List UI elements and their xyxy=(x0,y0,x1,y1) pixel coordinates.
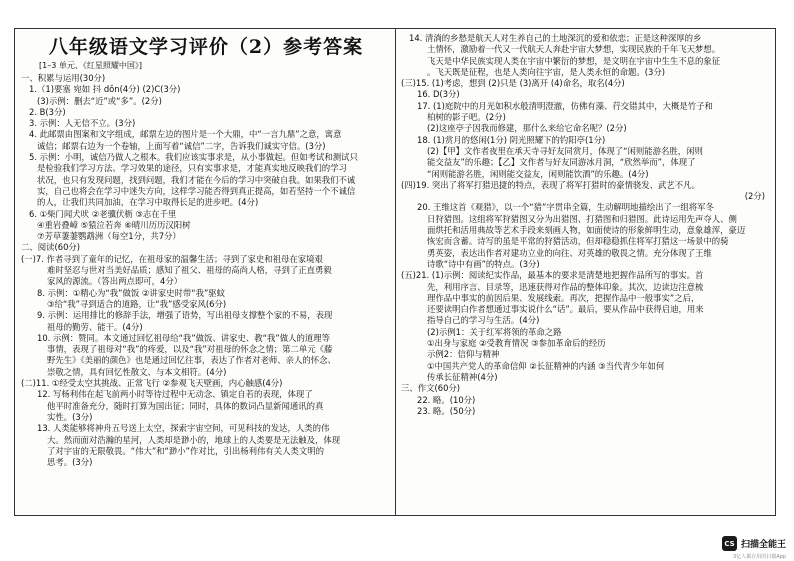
camscanner-logo-icon: CS xyxy=(722,536,737,551)
answer-line: “闲则能游名胜，闲则能交益友，闲则能饮酒”的乐趣。(4分) xyxy=(427,168,649,179)
answer-line: 飞天是中华民族实现人类在宇宙中繁衍的梦想，是文明在宇宙中生生不息的象征 xyxy=(427,55,721,66)
right-answers xyxy=(401,33,771,417)
answer-line: 能交益友”的乐趣；【乙】文作者与好友同游冰月洞，“欣然举而”，体现了 xyxy=(427,157,696,168)
answer-line: 野先生》《美丽的颜色》也是通过回忆往事，表达了作者对老师、亲人的怀念、 xyxy=(47,355,336,366)
answer-line: 8. 示例：①精心为“我”做饭 ②讲家史时带“我”驱蚊 xyxy=(37,287,226,298)
answer-line: 理作品中事实的前因后果、发展线索。再次，把握作品中一般事实”之后， xyxy=(427,292,700,303)
answer-line: 17. (1)庭院中的月光如积水般清明澄澈，仿佛有藻、荇交错其中，大概是竹子和 xyxy=(417,100,713,111)
answer-line: 5. 示例：小明，诚信乃做人之根本。我们应该实事求是，从小事做起。但如考试和测试只 xyxy=(29,152,358,163)
answer-line: 了对宇宙的无限敬畏。“伟大”和“渺小”作对比，引出杨利伟有关人类文明的 xyxy=(47,445,324,456)
answer-line: 指导自己的学习与生活。(4分) xyxy=(427,315,540,326)
answer-line: 先，利用序言、目录等，迅速获得对作品的整体印象。其次，边读边注意梳 xyxy=(427,281,704,292)
answer-line: 20. 王维这首《观猎》，以一个“猎”字贯串全篇，生动解明地描绘出了一组将军冬 xyxy=(417,202,714,213)
answer-line: ①中国共产党人的革命信仰 ②长征精神的内涵 ③当代青少年如何 xyxy=(427,360,665,371)
answer-line: 实性。(3分) xyxy=(47,411,93,422)
answer-line: 示例2：信仰与精神 xyxy=(427,349,500,360)
page-title: 八年级语文学习评价（2）参考答案 xyxy=(48,36,364,58)
answer-line: 二、阅读(60分) xyxy=(21,242,81,253)
answer-line: (3)示例：删去“近”或“多”。(2分) xyxy=(37,95,162,106)
answer-line: 。飞天既是征程，也是人类向往宇宙，是人类永恒的命题。(3分) xyxy=(427,66,665,77)
watermark-text: 扫描全能王 xyxy=(740,540,786,550)
answer-line: 的人，让我们共同加油，在学习中取得长足的进步吧。(4分) xyxy=(37,197,259,208)
answer-line: 18. (1)赏月的悠闲(1分) 阴光照耀下的钓阳亭(1分) xyxy=(417,134,606,145)
answer-line: 思考。(3分) xyxy=(47,457,93,468)
answer-line: (四)19. 突出了将军打猎迅捷的特点，表现了将军打猎时的豪情骁发、武艺不凡。 xyxy=(401,179,700,190)
answer-line: ④重岩叠嶂 ⑤猿泣若奔 ⑥晴川历历汉阳树 xyxy=(37,219,191,230)
answer-line: (二)11. ①经受太空其挑战、正常飞行 ②参观飞天壁画，内心触感(4分) xyxy=(21,378,283,389)
answer-line: 4. 此邮票由图案和文字组成，邮票左边的图片是一个大鼎，中“一言九鼎”之意，寓意 xyxy=(29,129,342,140)
answer-line: 事情，表现了祖母对“我”的疼爱，以及“我”对祖母的怀念之情；第二单元《藤 xyxy=(47,344,333,355)
answer-line: (2分) xyxy=(744,191,765,202)
answer-line: 还要读明白作者想通过事实说什么“话”。最后，要从作品中获得启迪，用来 xyxy=(427,304,704,315)
answer-line: 3. 示例：人无信不立。(3分) xyxy=(29,118,136,129)
watermark-subtext: 3亿人都在用的扫描App xyxy=(733,554,786,560)
answer-line: 16. D(3分) xyxy=(417,89,460,100)
answer-line: ①出身与家庭 ②受教育情况 ③参加革命后的经历 xyxy=(427,338,606,349)
answer-line: 崇敬之情，具有回忆性散文、与本文相符。(4分) xyxy=(47,366,227,377)
answer-line: 柏树的影子吧。(2分) xyxy=(427,112,506,123)
answer-line: 家风的源流。（答出两点即可，4分） xyxy=(47,276,183,287)
answer-line: 状况，也只有发现问题，找到问题，我们才能在今后的学习中突破自我。如果我们不诚 xyxy=(37,174,356,185)
column-divider xyxy=(395,29,396,515)
answer-line: 祖母的勤劳、能干。(4分) xyxy=(47,321,143,332)
answer-line: ⑦芳草萋萋鹦鹉洲（每空1分，共7分） xyxy=(37,231,181,242)
answer-line: 他平时准备充分，随时打算为国出征；同时，具体的数词凸显新闻通讯的真 xyxy=(47,400,324,411)
answer-line: 大。然而面对浩瀚的星河，人类却是渺小的，地球上的人类要是无法触及，体现 xyxy=(47,434,341,445)
answer-line: (2)示例1：关于红军将领的革命之路 xyxy=(427,326,562,337)
answer-line: 13. 人类能够将神舟五号送上太空，探索宇宙空间，可见科技的发达，人类的伟 xyxy=(37,423,330,434)
answer-line: 2. B(3分) xyxy=(29,106,66,117)
answer-line: 诚信；邮票右边为一个卷轴，上面写着“诚信”二字，告诉我们诚实守信。(3分) xyxy=(37,140,326,151)
answer-line: 1.（1)要塞 宛如 抖 dǒn(4分) (2)C(3分) xyxy=(29,84,181,95)
answer-line: (三)15. (1)考虑，想到 (2)只是 (3)离开 (4)命名，取名(4分) xyxy=(401,78,625,89)
answer-line: 22. 略。(10分) xyxy=(417,394,476,405)
answer-line: 难时坚忍与世对当美好品质；感知了祖父、祖母的高尚人格，寻到了正直勇毅 xyxy=(47,265,332,276)
answer-line: 12. 写杨利伟在起飞前两小时等待过程中无动念、镇定自若的表现，体现了 xyxy=(37,389,313,400)
answer-line: (2)【甲】文作者夜里在承天寺寻好友同赏月，体现了“闲则能游名胜，闲则 xyxy=(427,145,703,156)
answer-line: 9. 示例：运用排比的修辞手法，增强了语势，写出祖母支撑整个家的不易，表现 xyxy=(37,310,333,321)
answer-line: 勇英姿，表达出作者对建功立业的向往、对英雄的敬畏之情。充分体现了王维 xyxy=(427,247,712,258)
answer-line: 23. 略。(50分) xyxy=(417,405,476,416)
answer-line: 传承长征精神(4分) xyxy=(427,371,498,382)
answer-line: ③给“我”寻到适合的道路，让“我”感受家风(6分) xyxy=(47,298,227,309)
answer-line: (五)21. (1)示例：阅读纪实作品，最基本的要求是清楚地把握作品所写的事实。首 xyxy=(401,270,704,281)
answer-line: (2)这座亭子因我而修建，那什么来给它命名呢？(2分) xyxy=(427,123,627,134)
answer-line: 三、作文(60分) xyxy=(401,383,461,394)
answer-line: 14. 清淌的乡愁是航天人对生养自己的土地深沉的爱和依恋；正是这种深厚的乡 xyxy=(409,33,702,43)
answer-line: 实，自己也将会在学习中迷失方向，这样学习能否得到真正提高，如若坚持一个不诚信 xyxy=(37,185,356,196)
left-column xyxy=(21,33,391,468)
answer-line: 一、积累与运用(30分) xyxy=(21,73,106,83)
scanner-watermark xyxy=(722,536,786,551)
answer-sheet xyxy=(14,28,776,516)
answer-line: 日狩猎图。这组将军狩猎图又分为出猎图、打猎图和归猎图。此诗运用先声夺人、侧 xyxy=(427,213,737,224)
right-column xyxy=(401,33,771,417)
answer-line: 诗歌“诗中有画”的特点。(3分) xyxy=(427,258,540,269)
answer-line: 面烘托和活用典故等艺术手段来刻画人物，如面使诗的形象鲜明生动，意象雄浑，豪迈 xyxy=(427,225,746,236)
answer-line: (一)7. 作者寻到了童年的记忆，在祖母家的温馨生活；寻到了家史和祖母在家境艰 xyxy=(21,253,323,264)
left-answers xyxy=(21,73,391,468)
answer-line: 6. ①柴门闻犬吠 ②老骥伏枥 ③志在千里 xyxy=(29,208,177,219)
answer-line: 恢宏而含蓄。诗写的虽是平常的狩猎活动，但却稳稳抓住将军打猎这一场景中的骑 xyxy=(427,236,729,247)
answer-line: 土情怀，激励着一代又一代航天人奔赴宇宙大梦想，实现民族的千年飞天梦想。 xyxy=(427,44,721,55)
page-subtitle: [1–3 单元、《红星照耀中国》] xyxy=(39,61,142,70)
answer-line: 10. 示例：赞同。本文通过回忆祖母给“我”做饭、讲家史、教“我”做人的道理等 xyxy=(37,332,330,343)
answer-line: 是检验我们学习方法、学习效果的途径，只有实事求是，才能真实地反映我们的学习 xyxy=(37,163,347,174)
